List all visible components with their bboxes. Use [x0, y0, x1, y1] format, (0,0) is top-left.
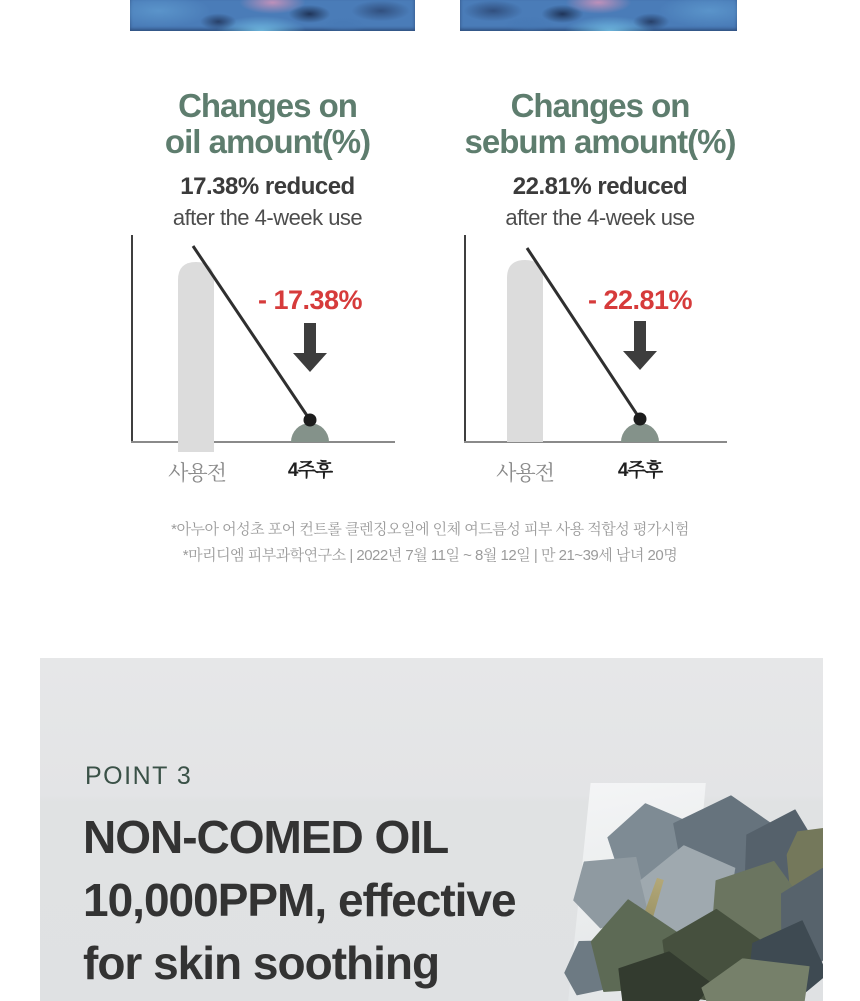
oil-chart-title-line1: Changes on	[178, 87, 357, 124]
uv-skin-photo-right	[460, 0, 737, 31]
test-footnotes	[0, 517, 860, 569]
uv-skin-photo-left	[130, 0, 415, 31]
data-point-dot	[304, 414, 317, 427]
sebum-chart	[452, 235, 732, 495]
point3-heading	[83, 806, 516, 995]
decline-line	[527, 248, 640, 419]
sebum-chart-title	[420, 88, 780, 160]
oil-xlabel-after: 4주후	[287, 460, 333, 481]
point3-label: POINT 3	[85, 762, 193, 790]
sebum-chart-title-line1: Changes on	[510, 87, 690, 124]
oil-chart-title	[95, 88, 440, 160]
point3-heading-line1: NON-COMED OIL	[83, 811, 449, 863]
point3-heading-line2: 10,000PPM, effective	[83, 874, 516, 926]
uv-skin-texture	[460, 0, 737, 31]
oil-result-sub: after the 4-week use	[172, 205, 363, 230]
data-point-dot	[634, 413, 647, 426]
oil-chart-header	[95, 88, 440, 230]
oil-chart-title-line2: oil amount(%)	[164, 123, 371, 160]
point3-heading-line3: for skin soothing	[83, 937, 440, 989]
point3-section	[40, 658, 823, 1001]
heartleaf-in-glass-photo	[551, 781, 823, 1001]
oil-xlabel-before: 사용전	[168, 462, 226, 485]
down-arrow-icon	[623, 321, 657, 370]
sebum-result-bold: 22.81% reduced	[512, 173, 688, 200]
sebum-xlabel-before: 사용전	[496, 462, 554, 485]
oil-delta-label: - 17.38%	[257, 285, 363, 315]
sebum-delta-label: - 22.81%	[587, 285, 693, 315]
before-bar	[178, 262, 214, 452]
after-dome	[621, 423, 659, 442]
sebum-result-sub: after the 4-week use	[505, 205, 695, 230]
footnote-line-2: *마리디엠 피부과학연구소 | 2022년 7월 11일 ~ 8월 12일 | 만 21~39세 남녀 20명	[182, 547, 678, 564]
before-bar	[507, 260, 543, 442]
oil-chart	[120, 235, 400, 495]
oil-result-bold: 17.38% reduced	[180, 173, 355, 200]
sebum-chart-title-line2: sebum amount(%)	[464, 123, 736, 160]
sebum-xlabel-after: 4주후	[617, 460, 663, 481]
footnote-line-1: *아누아 어성초 포어 컨트롤 클렌징오일에 인체 여드름성 피부 사용 적합성 평가시험	[171, 521, 689, 538]
down-arrow-icon	[293, 323, 327, 372]
sebum-chart-header	[420, 88, 780, 230]
uv-skin-texture	[130, 0, 415, 31]
